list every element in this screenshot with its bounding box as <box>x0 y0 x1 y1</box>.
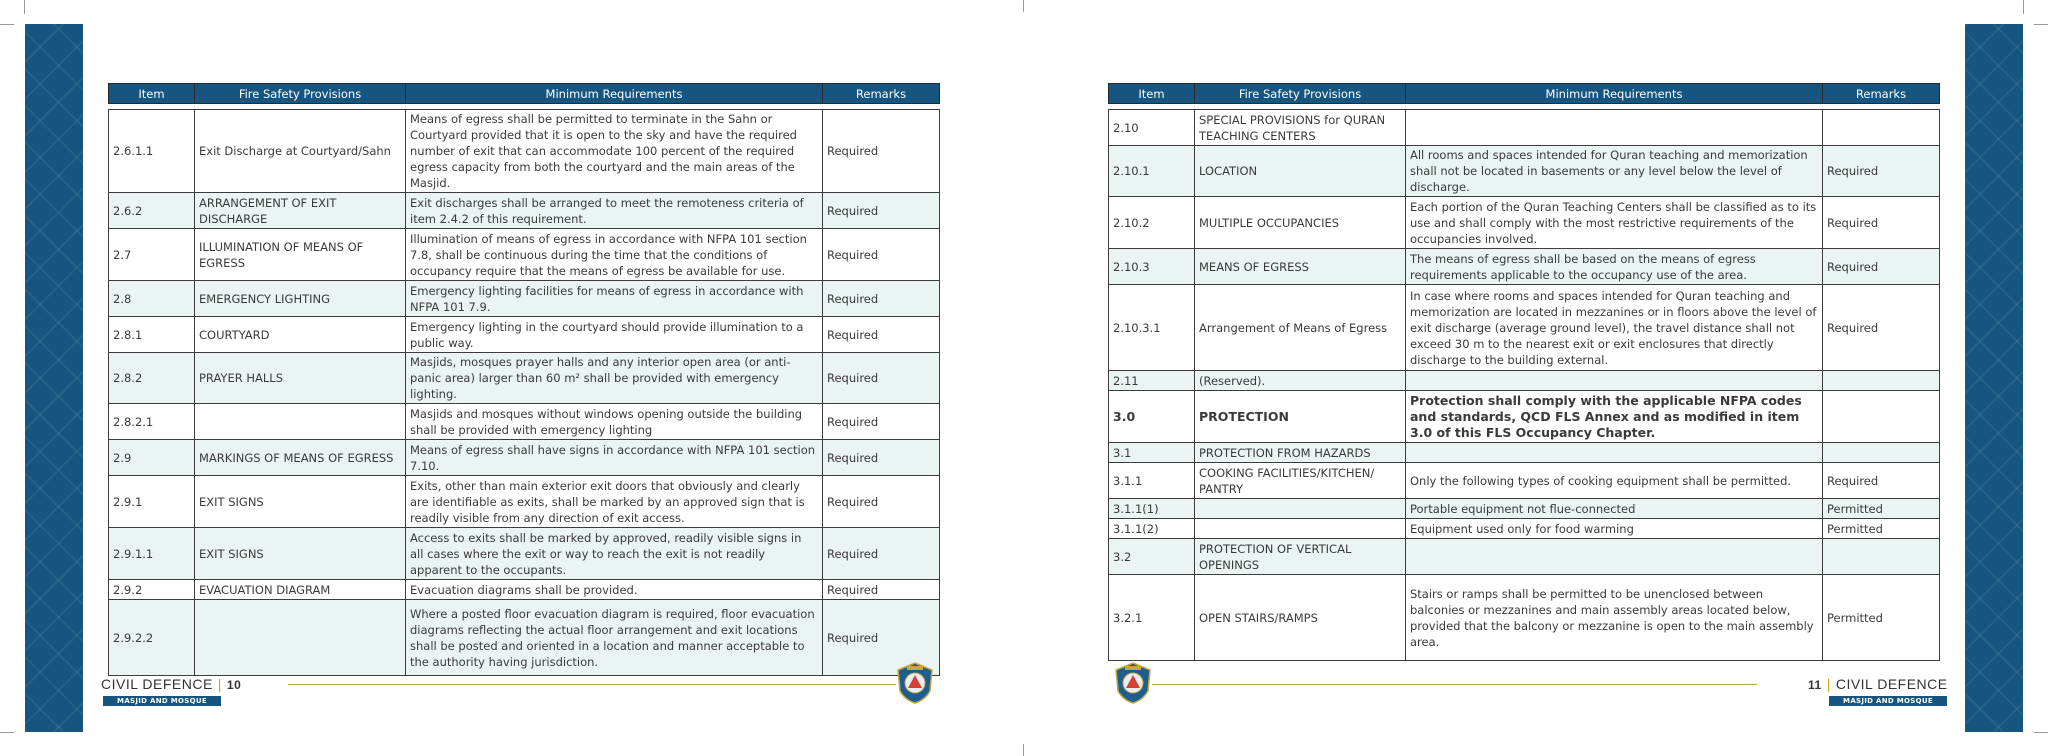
provision-cell: Exit Discharge at Courtyard/Sahn <box>195 110 406 193</box>
header-requirements: Minimum Requirements <box>1406 84 1823 104</box>
remarks-cell: Permitted <box>1823 575 1940 661</box>
remarks-cell <box>1823 371 1940 391</box>
requirement-cell <box>1406 110 1823 146</box>
requirement-cell: Means of egress shall be permitted to terminate in the Sahn or Courtyard provided that it is open to the sky and have the required number of exit that can accommodate 100 percent of the required egress capacity from both the courtyard and the main areas of the Masjid. <box>406 110 823 193</box>
item-cell: 2.10.3 <box>1109 249 1195 285</box>
crop-mark <box>24 0 25 14</box>
remarks-cell <box>1823 443 1940 463</box>
civil-defence-emblem-icon <box>895 661 935 705</box>
crop-mark <box>0 732 14 733</box>
provision-cell: PROTECTION OF VERTICAL OPENINGS <box>1195 539 1406 575</box>
item-cell: 3.1.1(2) <box>1109 519 1195 539</box>
remarks-cell: Required <box>823 193 940 229</box>
footer-brand-left <box>101 676 241 692</box>
remarks-cell: Required <box>1823 146 1940 197</box>
table-row <box>109 110 940 193</box>
provision-cell <box>195 600 406 676</box>
table-row <box>1109 575 1940 661</box>
header-provisions: Fire Safety Provisions <box>1195 84 1406 104</box>
item-cell: 2.7 <box>109 229 195 281</box>
item-cell: 2.8 <box>109 281 195 317</box>
item-cell: 2.9.1 <box>109 476 195 528</box>
header-remarks: Remarks <box>1823 84 1940 104</box>
header-item: Item <box>109 84 195 104</box>
crop-mark <box>2034 732 2048 733</box>
item-cell: 2.9.1.1 <box>109 528 195 580</box>
provision-cell: MULTIPLE OCCUPANCIES <box>1195 197 1406 249</box>
table-body-left <box>109 104 940 676</box>
requirement-cell <box>1406 443 1823 463</box>
table-row <box>1109 249 1940 285</box>
brand-name: CIVIL DEFENCE <box>101 676 213 692</box>
requirement-cell: Access to exits shall be marked by approved, readily visible signs in all cases where the exit or way to reach the exit is not readily apparent to the occupants. <box>406 528 823 580</box>
requirement-cell <box>1406 539 1823 575</box>
requirement-cell: Equipment used only for food warming <box>1406 519 1823 539</box>
remarks-cell: Required <box>823 110 940 193</box>
fire-safety-table-left <box>108 83 940 676</box>
table-row <box>1109 519 1940 539</box>
table-row <box>1109 110 1940 146</box>
provision-cell: Arrangement of Means of Egress <box>1195 285 1406 371</box>
item-cell: 2.8.2.1 <box>109 404 195 440</box>
requirement-cell: In case where rooms and spaces intended for Quran teaching and memorization are located in mezzanines or in floors above the level of exit discharge (average ground level), the travel distance shall not exceed 30 m to the nearest exit or exit enclosures that directly discharge to the building external. <box>1406 285 1823 371</box>
provision-cell: ILLUMINATION OF MEANS OF EGRESS <box>195 229 406 281</box>
page-number-right: 11 <box>1808 678 1822 692</box>
header-provisions: Fire Safety Provisions <box>195 84 406 104</box>
page-number-left: 10 <box>226 678 242 692</box>
item-cell: 2.10.2 <box>1109 197 1195 249</box>
requirement-cell: Emergency lighting facilities for means of egress in accordance with NFPA 101 7.9. <box>406 281 823 317</box>
header-remarks: Remarks <box>823 84 940 104</box>
table-row <box>109 528 940 580</box>
table-row <box>1109 539 1940 575</box>
remarks-cell <box>1823 391 1940 443</box>
requirement-cell: Only the following types of cooking equipment shall be permitted. <box>1406 463 1823 499</box>
header-requirements: Minimum Requirements <box>406 84 823 104</box>
item-cell: 3.1 <box>1109 443 1195 463</box>
crop-mark <box>0 24 14 25</box>
item-cell: 3.2 <box>1109 539 1195 575</box>
requirement-cell: The means of egress shall be based on the means of egress requirements applicable to the occupancy use of the area. <box>1406 249 1823 285</box>
requirement-cell: Means of egress shall have signs in accordance with NFPA 101 section 7.10. <box>406 440 823 476</box>
table-row <box>109 281 940 317</box>
remarks-cell: Required <box>1823 249 1940 285</box>
remarks-cell: Required <box>823 476 940 528</box>
crop-mark <box>1023 0 1024 12</box>
remarks-cell: Required <box>823 528 940 580</box>
remarks-cell: Required <box>823 229 940 281</box>
table-row <box>109 353 940 404</box>
remarks-cell: Permitted <box>1823 499 1940 519</box>
remarks-cell: Required <box>823 317 940 353</box>
provision-cell: (Reserved). <box>1195 371 1406 391</box>
requirement-cell: Protection shall comply with the applicable NFPA codes and standards, QCD FLS Annex and as modified in item 3.0 of this FLS Occupancy Chapter. <box>1406 391 1823 443</box>
table-row <box>109 600 940 676</box>
provision-cell <box>1195 499 1406 519</box>
provision-cell: MARKINGS OF MEANS OF EGRESS <box>195 440 406 476</box>
table-row <box>1109 499 1940 519</box>
requirement-cell: Masjids and mosques without windows opening outside the building shall be provided with emergency lighting <box>406 404 823 440</box>
decorative-side-band-left <box>25 24 83 732</box>
provision-cell: PRAYER HALLS <box>195 353 406 404</box>
table-row <box>109 476 940 528</box>
item-cell: 2.10.3.1 <box>1109 285 1195 371</box>
item-cell: 2.10 <box>1109 110 1195 146</box>
item-cell: 2.9.2 <box>109 580 195 600</box>
requirement-cell: All rooms and spaces intended for Quran teaching and memorization shall not be located in basements or any level below the level of discharge. <box>1406 146 1823 197</box>
remarks-cell: Required <box>823 404 940 440</box>
requirement-cell: Portable equipment not flue-connected <box>1406 499 1823 519</box>
right-page-table <box>1108 83 1940 661</box>
requirement-cell: Evacuation diagrams shall be provided. <box>406 580 823 600</box>
item-cell: 2.9.2.2 <box>109 600 195 676</box>
brand-separator: | <box>217 676 222 692</box>
remarks-cell: Required <box>1823 285 1940 371</box>
remarks-cell: Required <box>823 580 940 600</box>
table-row <box>109 440 940 476</box>
remarks-cell: Required <box>1823 463 1940 499</box>
item-cell: 3.0 <box>1109 391 1195 443</box>
item-cell: 2.8.2 <box>109 353 195 404</box>
requirement-cell: Illumination of means of egress in accordance with NFPA 101 section 7.8, shall be continuous during the time that the conditions of occupancy require that the means of egress be available for use. <box>406 229 823 281</box>
item-cell: 3.2.1 <box>1109 575 1195 661</box>
table-row <box>1109 146 1940 197</box>
provision-cell: COOKING FACILITIES/KITCHEN/ PANTRY <box>1195 463 1406 499</box>
requirement-cell: Exit discharges shall be arranged to meet the remoteness criteria of item 2.4.2 of this requirement. <box>406 193 823 229</box>
provision-cell: EVACUATION DIAGRAM <box>195 580 406 600</box>
table-row <box>109 229 940 281</box>
item-cell: 2.8.1 <box>109 317 195 353</box>
remarks-cell: Permitted <box>1823 519 1940 539</box>
item-cell: 2.6.1.1 <box>109 110 195 193</box>
footer-brand-right <box>1808 676 1948 692</box>
requirement-cell: Each portion of the Quran Teaching Centers shall be classified as to its use and shall comply with the most restrictive requirements of the occupancies involved. <box>1406 197 1823 249</box>
item-cell: 2.6.2 <box>109 193 195 229</box>
table-row <box>1109 285 1940 371</box>
decorative-side-band-right <box>1965 24 2023 732</box>
item-cell: 3.1.1 <box>1109 463 1195 499</box>
brand-separator: | <box>1826 676 1831 692</box>
table-row <box>109 580 940 600</box>
civil-defence-emblem-icon <box>1113 661 1153 705</box>
provision-cell: MEANS OF EGRESS <box>1195 249 1406 285</box>
left-page-table <box>108 83 940 676</box>
requirement-cell: Exits, other than main exterior exit doors that obviously and clearly are identifiable as exits, shall be marked by an approved sign that is readily visible from any direction of exit access. <box>406 476 823 528</box>
provision-cell: EXIT SIGNS <box>195 476 406 528</box>
requirement-cell: Emergency lighting in the courtyard should provide illumination to a public way. <box>406 317 823 353</box>
requirement-cell: Masjids, mosques prayer halls and any interior open area (or anti-panic area) larger than 60 m² shall be provided with emergency lighting. <box>406 353 823 404</box>
table-row <box>109 317 940 353</box>
table-row <box>109 404 940 440</box>
item-cell: 2.9 <box>109 440 195 476</box>
footer-rule-left <box>288 684 896 685</box>
requirement-cell: Stairs or ramps shall be permitted to be unenclosed between balconies or mezzanines and main assembly areas located below, provided that the balcony or mezzanine is open to the main assembly area. <box>1406 575 1823 661</box>
fire-safety-table-right <box>1108 83 1940 661</box>
table-row <box>1109 371 1940 391</box>
table-body-right <box>1109 104 1940 661</box>
remarks-cell: Required <box>823 600 940 676</box>
crop-mark <box>1023 744 1024 756</box>
remarks-cell: Required <box>823 440 940 476</box>
provision-cell: OPEN STAIRS/RAMPS <box>1195 575 1406 661</box>
provision-cell <box>1195 519 1406 539</box>
provision-cell: PROTECTION FROM HAZARDS <box>1195 443 1406 463</box>
footer-rule-right <box>1152 684 1757 685</box>
table-row <box>1109 463 1940 499</box>
header-item: Item <box>1109 84 1195 104</box>
table-row <box>109 193 940 229</box>
provision-cell: PROTECTION <box>1195 391 1406 443</box>
remarks-cell: Required <box>1823 197 1940 249</box>
remarks-cell: Required <box>823 353 940 404</box>
requirement-cell: Where a posted floor evacuation diagram is required, floor evacuation diagrams reflecting the actual floor arrangement and exit locations shall be posted and oriented in a location and manner acceptable to the authority having jurisdiction. <box>406 600 823 676</box>
item-cell: 2.10.1 <box>1109 146 1195 197</box>
remarks-cell: Required <box>823 281 940 317</box>
table-row <box>1109 391 1940 443</box>
item-cell: 2.11 <box>1109 371 1195 391</box>
provision-cell: EXIT SIGNS <box>195 528 406 580</box>
remarks-cell <box>1823 539 1940 575</box>
brand-name: CIVIL DEFENCE <box>1835 676 1948 692</box>
footer-subtitle-right: MASJID AND MOSQUE <box>1829 696 1947 706</box>
crop-mark <box>2034 24 2048 25</box>
table-row <box>1109 197 1940 249</box>
footer-subtitle-left: MASJID AND MOSQUE <box>103 696 221 706</box>
provision-cell: EMERGENCY LIGHTING <box>195 281 406 317</box>
item-cell: 3.1.1(1) <box>1109 499 1195 519</box>
provision-cell: SPECIAL PROVISIONS for QURAN TEACHING CENTERS <box>1195 110 1406 146</box>
remarks-cell <box>1823 110 1940 146</box>
requirement-cell <box>1406 371 1823 391</box>
provision-cell <box>195 404 406 440</box>
crop-mark <box>2023 0 2024 14</box>
table-row <box>1109 443 1940 463</box>
provision-cell: LOCATION <box>1195 146 1406 197</box>
provision-cell: ARRANGEMENT OF EXIT DISCHARGE <box>195 193 406 229</box>
provision-cell: COURTYARD <box>195 317 406 353</box>
